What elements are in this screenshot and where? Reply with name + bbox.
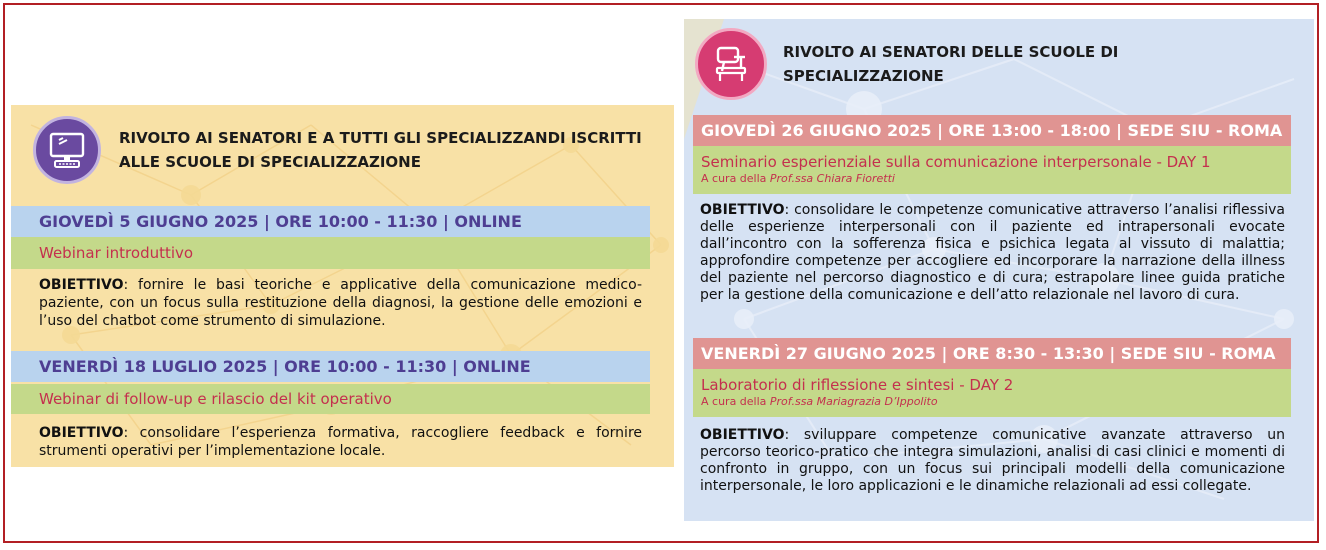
left-session-2-title-band: [11, 384, 650, 414]
right-header: [695, 28, 1295, 100]
left-session-1-date: GIOVEDÌ 5 GIUGNO 2025 | ORE 10:00 - 11:30 | ONLINE: [11, 206, 650, 237]
computer-icon: [33, 116, 101, 184]
left-header: [33, 116, 663, 184]
objective-text: : sviluppare competenze comunicative avanzate attraverso un percorso teorico-pratico che integra simulazioni, analisi di casi clinici e momenti di confronto in gruppo, con un focus sui principali modelli della comunicazione interpersonale, le loro applicazioni e le dinamiche relazionali ad essi collegate.: [700, 427, 1285, 494]
left-session-2-description: [39, 424, 642, 460]
objective-text: : fornire le basi teoriche e applicative della comunicazione medico-paziente, con un focus sulla restituzione della diagnosi, la gestione delle emozioni e l’uso del chatbot come strumento di simulazione.: [39, 277, 642, 329]
classroom-desk-icon: [695, 28, 767, 100]
right-session-2-date: VENERDÌ 27 GIUGNO 2025 | ORE 8:30 - 13:30 | SEDE SIU - ROMA: [693, 338, 1291, 369]
right-session-1-title-band: [693, 146, 1291, 194]
left-session-1-title-band: [11, 237, 650, 269]
right-session-1-title: Seminario esperienziale sulla comunicazione interpersonale - DAY 1: [701, 153, 1211, 171]
curator-name: Prof.ssa Chiara Fioretti: [769, 172, 895, 185]
right-session-2-title-band: [693, 369, 1291, 417]
curator-name: Prof.ssa Mariagrazia D’Ippolito: [769, 395, 938, 408]
right-session-1-date: GIOVEDÌ 26 GIUGNO 2025 | ORE 13:00 - 18:00 | SEDE SIU - ROMA: [693, 115, 1291, 146]
right-header-title: RIVOLTO AI SENATORI DELLE SCUOLE DI SPECIALIZZAZIONE: [783, 43, 1119, 85]
left-session-1-description: [39, 276, 642, 330]
objective-text: : consolidare le competenze comunicative attraverso l’analisi riflessiva delle esperienze interpersonali con il paziente ed intrapersonali evocate dall’incontro con la sofferenza fisica e psichica legata al vissuto di malattia; approfondire competenze per accogliere ed incorporare la narrazione della illness del paziente nel percorso diagnostico e di cura; estrapolare linee guida pratiche per la gestione della comunicazione e dell’atto relazionale nel lavoro di cura.: [700, 202, 1285, 303]
right-session-1-curator: A cura della Prof.ssa Chiara Fioretti: [701, 172, 895, 185]
left-session-2-date: VENERDÌ 18 LUGLIO 2025 | ORE 10:00 - 11:30 | ONLINE: [11, 351, 650, 382]
right-session-2-curator: A cura della Prof.ssa Mariagrazia D’Ippolito: [701, 395, 938, 408]
objective-label: OBIETTIVO: [700, 427, 785, 443]
right-session-2-title: Laboratorio di riflessione e sintesi - DAY 2: [701, 376, 1014, 394]
objective-text: : consolidare l’esperienza formativa, raccogliere feedback e fornire strumenti operativi per l’implementazione locale.: [39, 425, 642, 459]
left-header-title: RIVOLTO AI SENATORI E A TUTTI GLI SPECIALIZZANDI ISCRITTI ALLE SCUOLE DI SPECIALIZZAZIONE: [119, 129, 642, 171]
objective-label: OBIETTIVO: [39, 277, 124, 293]
left-session-1-title: Webinar introduttivo: [39, 244, 194, 262]
right-session-2-description: [700, 427, 1285, 495]
left-session-2-title: Webinar di follow-up e rilascio del kit operativo: [39, 390, 392, 408]
objective-label: OBIETTIVO: [39, 425, 124, 441]
right-session-1-description: [700, 202, 1285, 304]
objective-label: OBIETTIVO: [700, 202, 785, 218]
